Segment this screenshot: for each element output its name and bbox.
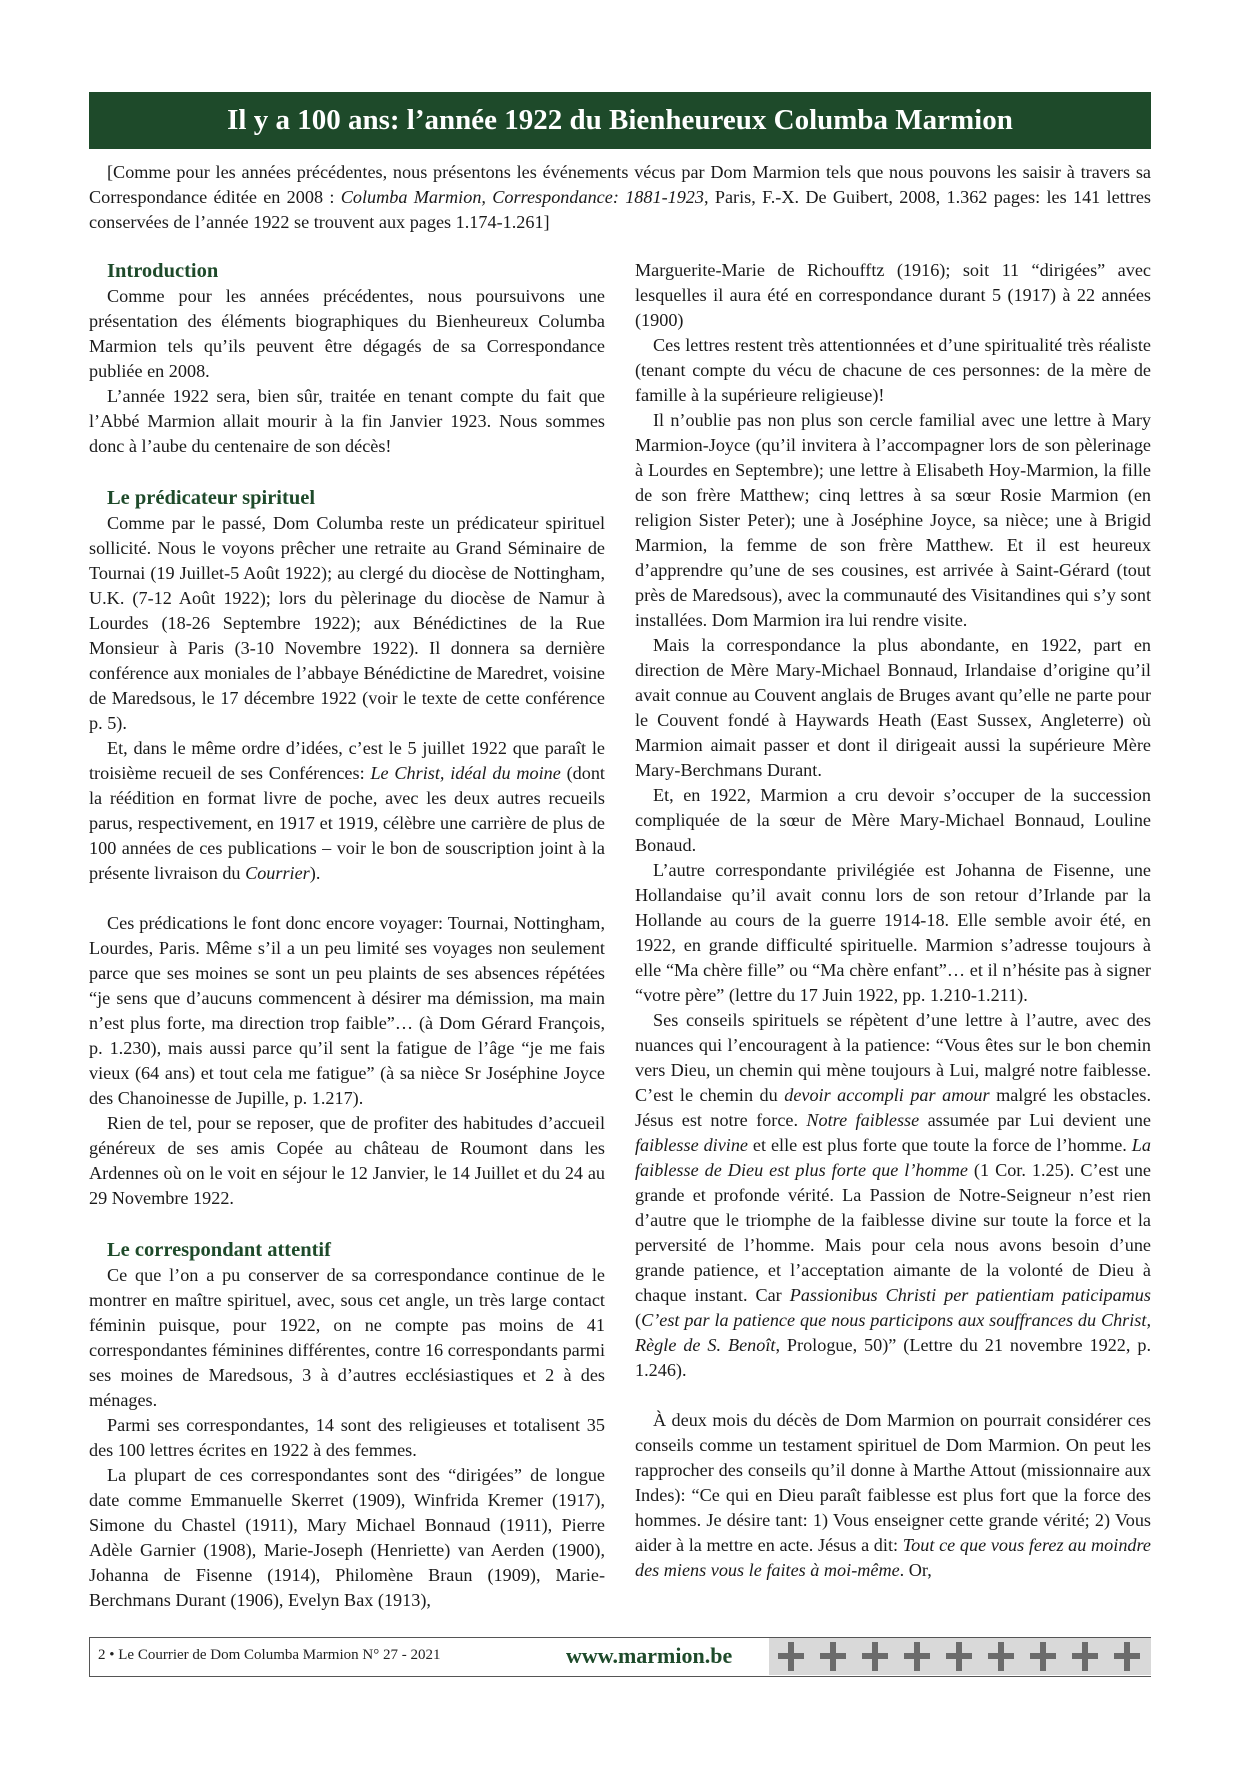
paragraph: La plupart de ces correspondantes sont des “dirigées” de longue date comme Emmanuelle Skerret (1909), Winfrida Kremer (1917), Simone du Chastel (1911), Mary Michael Bonnaud (1911), Pierre Adèle Garnier (1908), Marie-Joseph (Henriette) van Aerden (1900), Johanna de Fisenne (1914), Philomène Braun (1909), Marie-Berchmans Durant (1906), Evelyn Bax (1913), bbox=[89, 1465, 605, 1610]
paragraph: Et, dans le même ordre d’idées, c’est le 5 juillet 1922 que paraît le troisième recueil de ses Conférences: Le Christ, idéal du moine (dont la réédition en format livre de poche, avec les deux autres recueils parus, respectivement, en 1917 et 1919, célèbre une carrière de plus de 100 années de ces publications – voir le bon de souscription joint à la présente livraison du Courrier). bbox=[89, 738, 605, 883]
paragraph: Rien de tel, pour se reposer, que de profiter des habitudes d’accueil généreux de ses amis Copée au château de Roumont dans les Ardennes où on le voit en séjour le 12 Janvier, le 14 Juillet et du 24 au 29 Novembre 1922. bbox=[89, 1113, 605, 1208]
paragraph: Et, en 1922, Marmion a cru devoir s’occuper de la succession compliquée de la sœur de Mère Mary-Michael Bonnaud, Louline Bonaud. bbox=[635, 785, 1151, 855]
paragraph: Ses conseils spirituels se répètent d’une lettre à l’autre, avec des nuances qui l’encouragent à la patience: “Vous êtes sur le bon chemin vers Dieu, un chemin qui mène toujours à Lui, malgré notre faiblesse. C’est le chemin du devoir accompli par amour malgré les obstacles. Jésus est notre force. Notre faiblesse assumée par Lui devient une faiblesse divine et elle est plus forte que toute la force de l’homme. La faiblesse de Dieu est plus forte que l’homme (1 Cor. 1.25). C’est une grande et profonde vérité. La Passion de Notre-Seigneur n’est rien d’autre que le triomphe de la faiblesse divine sur toute la force et la perversité de l’homme. Mais pour cela nous avons besoin d’une grande patience, et l’acceptation aimante de la volonté de Dieu à chaque instant. Car Passionibus Christi per patientiam paticipamus (C’est par la patience que nous participons aux souffrances du Christ, Règle de S. Benoît, Prologue, 50)” (Lettre du 21 novembre 1922, p. 1.246). bbox=[635, 1010, 1152, 1380]
left-column bbox=[89, 258, 605, 1613]
paragraph: Comme pour les années précédentes, nous poursuivons une présentation des éléments biographiques du Bienheureux Columba Marmion tels qu’ils peuvent être dégagés de sa Correspondance publiée en 2008. bbox=[89, 286, 605, 381]
section-heading-predicateur: Le prédicateur spirituel bbox=[107, 487, 316, 509]
paragraph: L’autre correspondante privilégiée est Johanna de Fisenne, une Hollandaise qu’il avait connu lors de son retour d’Irlande par la Hollande au cours de la guerre 1914-18. Elle semble avoir été, en 1922, en grande difficulté spirituelle. Marmion s’adresse toujours à elle “Ma chère fille” ou “Ma chère enfant”… et il n’hésite pas à signer “votre père” (lettre du 17 Juin 1922, pp. 1.210-1.211). bbox=[635, 860, 1151, 1005]
paragraph: Mais la correspondance la plus abondante, en 1922, part en direction de Mère Mary-Michael Bonnaud, Irlandaise d’origine qu’il avait connue au Couvent anglais de Bruges avant qu’elle ne parte pour le Couvent fondé à Haywards Heath (East Sussex, Angleterre) où Marmion aimait passer et dont il dirigeait aussi la supérieure Mère Mary-Berchmans Durant. bbox=[635, 635, 1151, 780]
section-heading-correspondant: Le correspondant attentif bbox=[107, 1239, 331, 1261]
paragraph: Il n’oublie pas non plus son cercle familial avec une lettre à Mary Marmion-Joyce (qu’il invitera à l’accompagner lors de son pèlerinage à Lourdes en Septembre); une lettre à Elisabeth Hoy-Marmion, la fille de son frère Matthew; cinq lettres à sa sœur Rosie Marmion (en religion Sister Peter); une à Joséphine Joyce, sa nièce; une à Brigid Marmion, la femme de son frère Matthew. Et il est heureux d’apprendre qu’une de ses cousines, est arrivée à Saint-Gérard (tout près de Maredsous), avec la communauté des Visitandines qui s’y sont installées. Dom Marmion ira lui rendre visite. bbox=[635, 410, 1151, 630]
paragraph: Marguerite-Marie de Richoufftz (1916); soit 11 “dirigées” avec lesquelles il aura été en correspondance durant 5 (1917) à 22 années (1900) bbox=[635, 260, 1151, 330]
page-title: Il y a 100 ans: l’année 1922 du Bienheureux Columba Marmion bbox=[227, 104, 1013, 136]
intro-paragraph: [Comme pour les années précédentes, nous présentons les événements vécus par Dom Marmion tels que nous pouvons les saisir à travers sa Correspondance éditée en 2008 : Columba Marmion, Correspondance: 1881-1923, Paris, F.-X. De Guibert, 2008, 1.362 pages: les 141 lettres conservées de l’année 1922 se trouvent aux pages 1.174-1.261] bbox=[89, 162, 1151, 232]
right-column bbox=[635, 258, 1151, 1583]
page-title-banner bbox=[89, 92, 1151, 149]
section-heading-introduction: Introduction bbox=[107, 260, 219, 282]
page-footer bbox=[89, 1637, 1151, 1677]
paragraph: Comme par le passé, Dom Columba reste un prédicateur spirituel sollicité. Nous le voyons prêcher une retraite au Grand Séminaire de Tournai (19 Juillet-5 Août 1922); au clergé du diocèse de Nottingham, U.K. (7-12 Août 1922); lors du pèlerinage du diocèse de Namur à Lourdes (18-26 Septembre 1922); aux Bénédictines de la Rue Monsieur à Paris (3-10 Novembre 1922). Il donnera sa dernière conférence aux moniales de l’abbaye Bénédictine de Maredret, voisine de Maredsous, le 17 décembre 1922 (voir le texte de cette conférence p. 5). bbox=[89, 513, 605, 733]
cross-pattern-icon bbox=[769, 1638, 1151, 1675]
paragraph: À deux mois du décès de Dom Marmion on pourrait considérer ces conseils comme un testament spirituel de Dom Marmion. On peut les rapprocher des conseils qu’il donne à Marthe Attout (missionnaire aux Indes): “Ce qui en Dieu paraît faiblesse est plus fort que la force des hommes. Je désire tant: 1) Vous enseigner cette grande vérité; 2) Vous aider à la mettre en acte. Jésus a dit: Tout ce que vous ferez au moindre des miens vous le faites à moi-même. Or, bbox=[635, 1410, 1151, 1580]
paragraph: L’année 1922 sera, bien sûr, traitée en tenant compte du fait que l’Abbé Marmion allait mourir à la fin Janvier 1923. Nous sommes donc à l’aube du centenaire de son décès! bbox=[89, 386, 605, 456]
footer-url: www.marmion.be bbox=[566, 1643, 733, 1668]
paragraph: Ces prédications le font donc encore voyager: Tournai, Nottingham, Lourdes, Paris. Même s’il a un peu limité ses voyages non seulement parce que ses moines se sont un peu plaints de ses absences répétées “je sens que d’aucuns commencent à désirer ma démission, ma main n’est plus forte, ma direction trop faible”… (à Dom Gérard François, p. 1.230), mais aussi parce qu’il sent la fatigue de l’âge “je me fais vieux (64 ans) et tout cela me fatigue” (à sa nièce Sr Joséphine Joyce des Chanoinesse de Jupille, p. 1.217). bbox=[89, 913, 605, 1108]
footer-publication: 2 • Le Courrier de Dom Columba Marmion N° 27 - 2021 bbox=[98, 1647, 441, 1663]
paragraph: Ces lettres restent très attentionnées et d’une spiritualité très réaliste (tenant compte du vécu de chacune de ces personnes: de la mère de famille à la supérieure religieuse)! bbox=[635, 335, 1151, 405]
paragraph: Ce que l’on a pu conserver de sa correspondance continue de le montrer en maître spirituel, avec, sous cet angle, un très large contact féminin puisque, pour 1922, on ne compte pas moins de 41 correspondantes féminines différentes, contre 16 correspondants parmi ses moines de Maredsous, 3 à d’autres ecclésiastiques et 2 à des ménages. bbox=[89, 1265, 605, 1410]
paragraph: Parmi ses correspondantes, 14 sont des religieuses et totalisent 35 des 100 lettres écrites en 1922 à des femmes. bbox=[89, 1415, 605, 1460]
